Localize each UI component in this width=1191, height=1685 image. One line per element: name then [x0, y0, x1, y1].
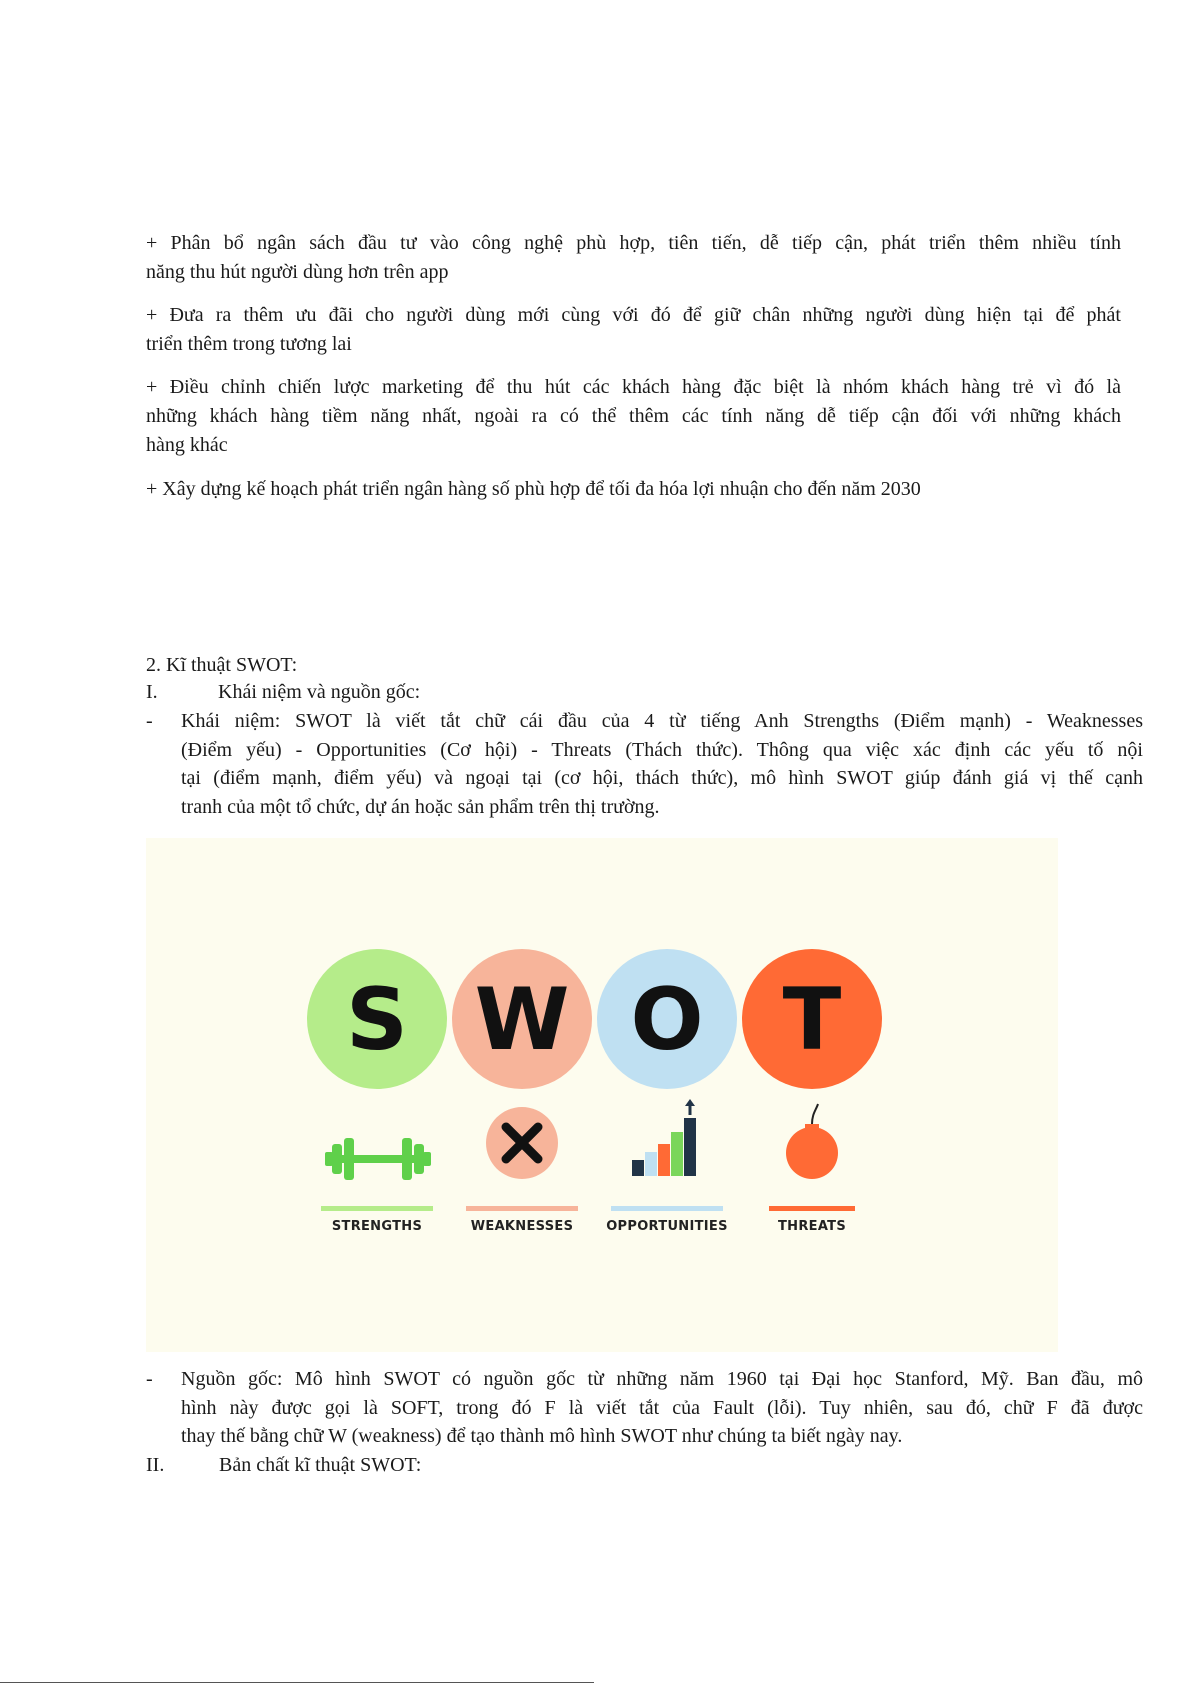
text-line: + Phân bổ ngân sách đầu tư vào công nghệ phù hợp, tiên tiến, dễ tiếp cận, phát triển thêm nhiều tính: [146, 232, 1121, 254]
subsection-number-2: II.: [146, 1454, 165, 1476]
text-line: + Xây dựng kế hoạch phát triển ngân hàng số phù hợp để tối đa hóa lợi nhuận cho đến năm 2030: [146, 478, 921, 500]
text-line: + Đưa ra thêm ưu đãi cho người dùng mới cùng với đó để giữ chân những người dùng hiện tại để phát: [146, 304, 1121, 326]
subsection-number-1: I.: [146, 681, 158, 703]
weaknesses-bar: [466, 1206, 578, 1211]
opportunities-bar: [611, 1206, 723, 1211]
threats-bar: [769, 1206, 855, 1211]
footnote-rule: [0, 1682, 594, 1683]
letter-o: O: [630, 970, 704, 1070]
recommendation-2: [146, 301, 1121, 359]
bomb-icon: [786, 1104, 838, 1179]
dumbbell-icon: [325, 1138, 431, 1180]
text-line: tranh của một tổ chức, dự án hoặc sản phẩm trên thị trường.: [181, 795, 660, 818]
text-line: tại (điểm mạnh, điểm yếu) và ngoại tại (cơ hội, thách thức), mô hình SWOT giúp đánh giá vị thế cạnh: [181, 767, 1143, 789]
bullet-dash: -: [146, 1368, 153, 1390]
section-heading: 2. Kĩ thuật SWOT:: [146, 654, 298, 676]
swot-figure: [146, 838, 1058, 1352]
subsection-title-2: Bản chất kĩ thuật SWOT:: [219, 1454, 422, 1476]
text-line: hàng khác: [146, 434, 228, 456]
text-line: + Điều chỉnh chiến lược marketing để thu hút các khách hàng đặc biệt là nhóm khách hàng trẻ vì đó là: [146, 376, 1121, 398]
label-threats: THREATS: [777, 1219, 847, 1234]
cross-icon: [486, 1107, 558, 1179]
bullet-dash: -: [146, 710, 153, 732]
recommendation-3: [146, 373, 1121, 460]
growth-chart-icon: [632, 1099, 696, 1176]
label-opportunities: OPPORTUNITIES: [606, 1219, 728, 1234]
concept-paragraph: [181, 707, 1143, 821]
text-line: những khách hàng tiềm năng nhất, ngoài ra có thể thêm các tính năng dễ tiếp cận đối với những khách: [146, 405, 1121, 427]
origin-paragraph: [181, 1365, 1143, 1451]
text-line: hình này được gọi là SOFT, trong đó F là viết tắt của Fault (lỗi). Tuy nhiên, sau đó, chữ F đã được: [181, 1396, 1143, 1419]
label-weaknesses: WEAKNESSES: [470, 1219, 574, 1234]
strengths-bar: [321, 1206, 433, 1211]
letter-w: W: [474, 970, 570, 1070]
label-strengths: STRENGTHS: [331, 1219, 423, 1234]
text-line: Khái niệm: SWOT là viết tắt chữ cái đầu của 4 từ tiếng Anh Strengths (Điểm mạnh) - Weaknesses: [181, 710, 1143, 732]
recommendation-4: [146, 475, 1121, 504]
text-line: năng thu hút người dùng hơn trên app: [146, 261, 449, 283]
letter-t: T: [782, 970, 842, 1070]
swot-illustration: [146, 838, 1058, 1352]
text-line: triển thêm trong tương lai: [146, 333, 352, 355]
text-line: thay thế bằng chữ W (weakness) để tạo thành mô hình SWOT như chúng ta biết ngày nay.: [181, 1425, 903, 1447]
recommendation-1: [146, 229, 1121, 287]
text-line: (Điểm yếu) - Opportunities (Cơ hội) - Threats (Thách thức). Thông qua việc xác định các yếu tố nội: [181, 738, 1143, 761]
letter-s: S: [346, 970, 408, 1070]
text-line: Nguồn gốc: Mô hình SWOT có nguồn gốc từ những năm 1960 tại Đại học Stanford, Mỹ. Ban đầu, mô: [181, 1368, 1143, 1390]
subsection-title-1: Khái niệm và nguồn gốc:: [218, 681, 421, 703]
